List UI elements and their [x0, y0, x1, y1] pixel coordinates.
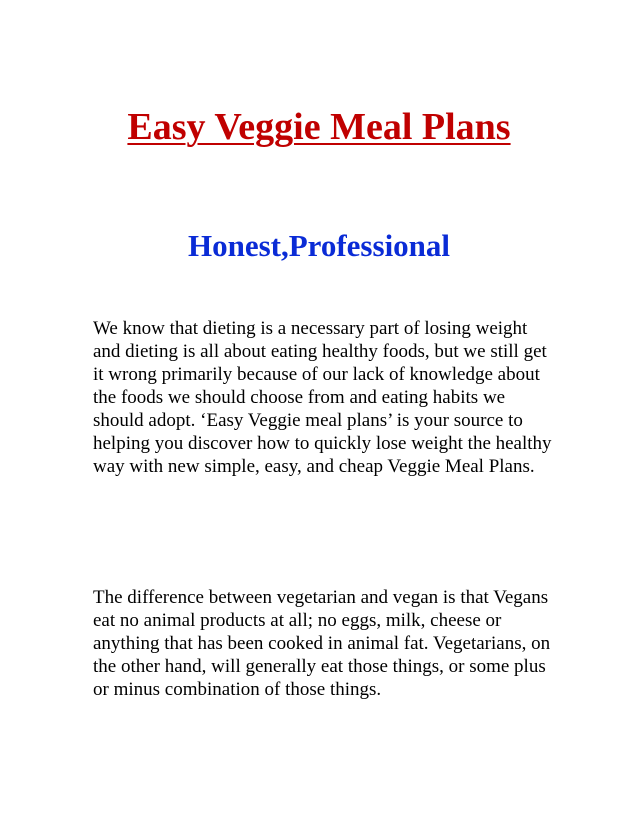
intro-paragraph: We know that dieting is a necessary part of losing weight and dieting is all about eating healthy foods, but we still get it wrong primarily because of our lack of knowledge about the foods we should choose from and eating habits we should adopt. ‘Easy Veggie meal plans’ is your source to helping you discover how to quickly lose weight the healthy way with new simple, easy, and cheap Veggie Meal Plans. [93, 318, 552, 477]
vegetarian-vegan-paragraph: The difference between vegetarian and vegan is that Vegans eat no animal products at all; no eggs, milk, cheese or anything that has been cooked in animal fat. Vegetarians, on the other hand, will generally eat those things, or some plus or minus combination of those things. [93, 587, 551, 700]
document-subtitle: Honest,Professional [187, 228, 451, 263]
document-title: Easy Veggie Meal Plans [127, 106, 511, 148]
